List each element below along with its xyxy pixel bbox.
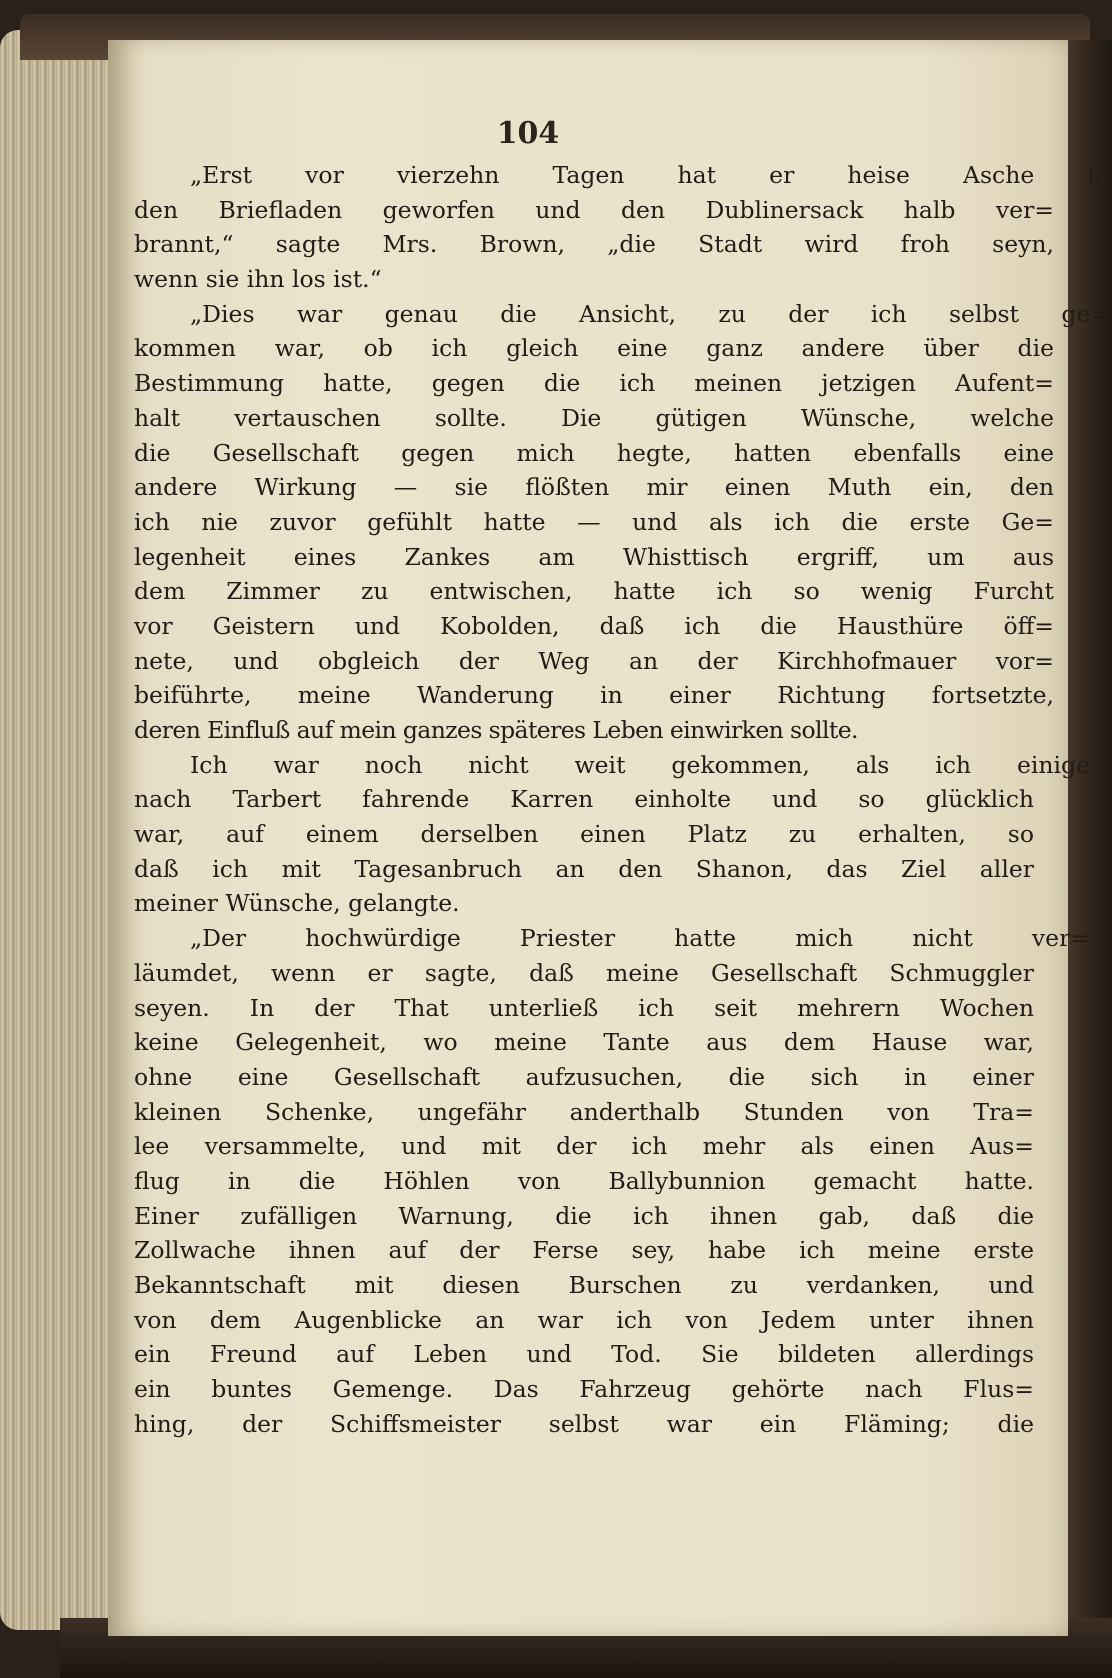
text-line: keine Gelegenheit, wo meine Tante aus dem Hause war,: [134, 1028, 1034, 1057]
book-page-edges: [0, 30, 120, 1630]
text-line: brannt,“ sagte Mrs. Brown, „die Stadt wird froh seyn,: [134, 230, 1054, 259]
text-line: flug in die Höhlen von Ballybunnion gemacht hatte.: [134, 1166, 1034, 1195]
text-line: deren Einfluß auf mein ganzes späteres Leben einwirken sollte.: [134, 716, 858, 744]
text-line: Bekanntschaft mit diesen Burschen zu verdanken, und: [134, 1271, 1034, 1299]
text-line: hing, der Schiffsmeister selbst war ein Fläming; die: [134, 1409, 1034, 1438]
page-number: 104: [496, 116, 560, 151]
text-line: nete, und obgleich der Weg an der Kirchhofmauer vor=: [134, 646, 1054, 675]
text-line: vor Geistern und Kobolden, daß ich die Hausthüre öff=: [134, 611, 1054, 640]
text-line: Ich war noch nicht weit gekommen, als ich einige: [190, 750, 1090, 779]
text-line: Einer zufälligen Warnung, die ich ihnen gab, daß die: [134, 1201, 1034, 1230]
text-line: kommen war, ob ich gleich eine ganz andere über die: [134, 334, 1054, 363]
text-line: Zollwache ihnen auf der Ferse sey, habe ich meine erste: [134, 1236, 1034, 1265]
text-line: kleinen Schenke, ungefähr anderthalb Stunden von Tra=: [134, 1097, 1034, 1126]
text-line: wenn sie ihn los ist.“: [134, 265, 382, 294]
text-line: dem Zimmer zu entwischen, hatte ich so wenig Furcht: [134, 577, 1054, 606]
text-line: den Briefladen geworfen und den Dublinersack halb ver=: [134, 195, 1054, 224]
text-line: meiner Wünsche, gelangte.: [134, 889, 460, 918]
page-text: [134, 158, 1110, 1441]
text-line: beiführte, meine Wanderung in einer Richtung fortsetzte,: [134, 681, 1054, 710]
text-line: halt vertauschen sollte. Die gütigen Wünsche, welche: [134, 403, 1054, 432]
text-line: ohne eine Gesellschaft aufzusuchen, die sich in einer: [134, 1062, 1034, 1091]
text-line: war, auf einem derselben einen Platz zu erhalten, so: [134, 820, 1034, 849]
text-line: nach Tarbert fahrende Karren einholte und so glücklich: [134, 785, 1034, 814]
text-line: ein Freund auf Leben und Tod. Sie bildeten allerdings: [134, 1340, 1034, 1369]
text-line: läumdet, wenn er sagte, daß meine Gesellschaft Schmuggler: [134, 958, 1034, 987]
text-line: „Der hochwürdige Priester hatte mich nicht ver=: [190, 924, 1090, 953]
text-line: die Gesellschaft gegen mich hegte, hatten ebenfalls eine: [134, 438, 1054, 467]
text-line: „Dies war genau die Ansicht, zu der ich selbst ge=: [190, 299, 1110, 328]
text-line: von dem Augenblicke an war ich von Jedem unter ihnen: [134, 1305, 1034, 1334]
text-line: „Erst vor vierzehn Tagen hat er heise Asche in: [190, 161, 1110, 189]
text-line: lee versammelte, und mit der ich mehr als einen Aus=: [134, 1132, 1034, 1161]
text-line: andere Wirkung — sie flößten mir einen Muth ein, den: [134, 473, 1054, 502]
text-line: ein buntes Gemenge. Das Fahrzeug gehörte nach Flus=: [134, 1375, 1034, 1404]
text-line: seyen. In der That unterließ ich seit mehrern Wochen: [134, 993, 1034, 1022]
text-line: ich nie zuvor gefühlt hatte — und als ich die erste Ge=: [134, 507, 1054, 536]
text-line: legenheit eines Zankes am Whisttisch ergriff, um aus: [134, 542, 1054, 571]
text-line: daß ich mit Tagesanbruch an den Shanon, das Ziel aller: [134, 854, 1034, 883]
text-line: Bestimmung hatte, gegen die ich meinen jetzigen Aufent=: [134, 369, 1054, 398]
